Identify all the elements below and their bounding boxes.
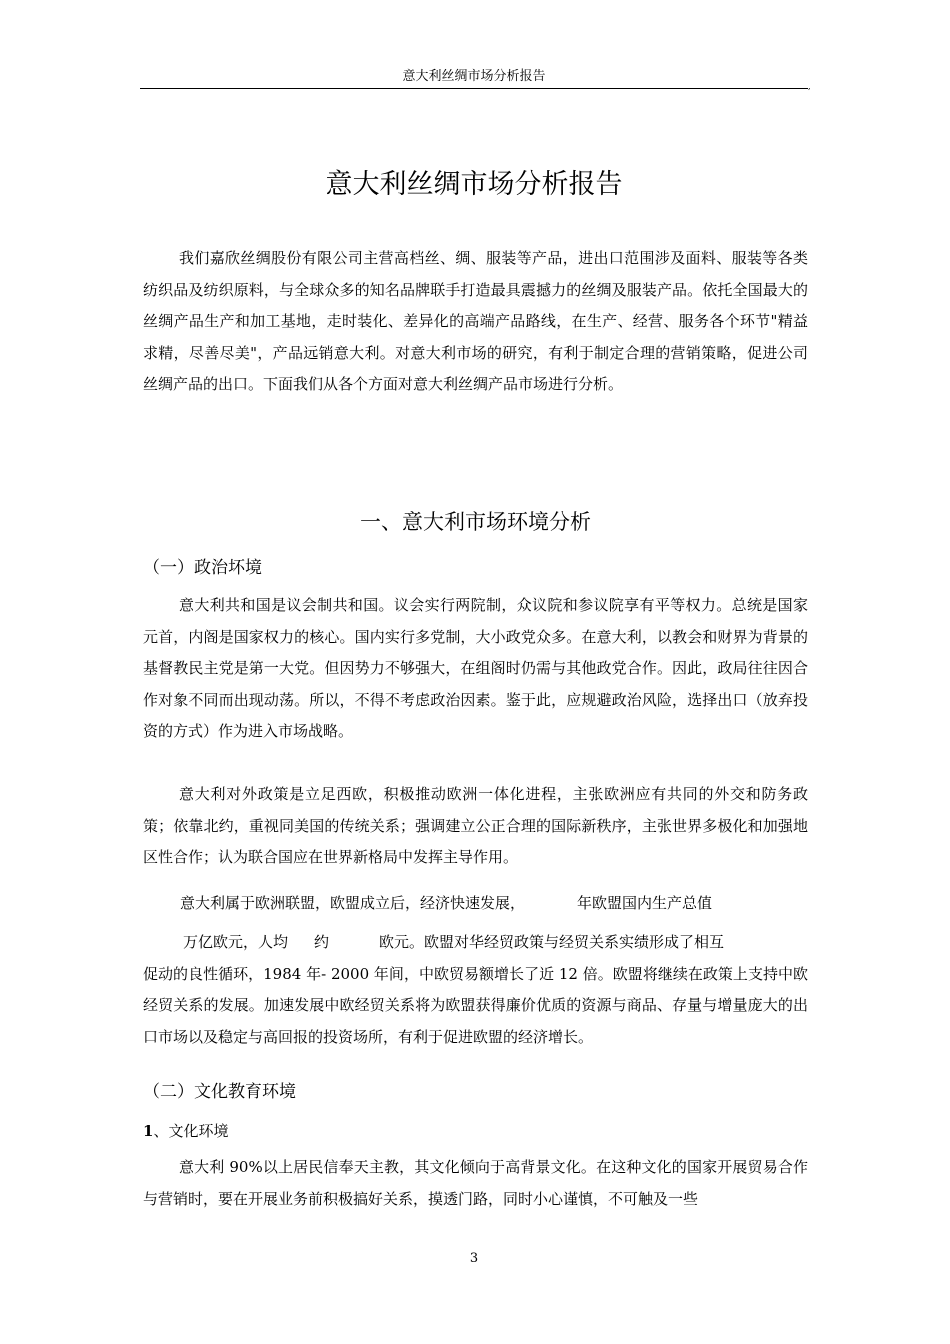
culture-subheading-number: 1 bbox=[143, 1122, 154, 1140]
p3-text-a: 意大利属于欧洲联盟，欧盟成立后，经济快速发展， bbox=[180, 894, 526, 912]
politics-paragraph-1: 意大利共和国是议会制共和国。议会实行两院制，众议院和参议院享有平等权力。总统是国家元首，内阁是国家权力的核心。国内实行多党制，大小政党众多。在意大利，以教会和财界为背景的基督教民主党是第一大党。但因势力不够强大，在组阁时仍需与其他政党合作。因此，政局往往因合作对象不同而出现动荡。所以，不得不考虑政治因素。鉴于此，应规避政治风险，选择出口（放弃投资的方式）作为进入市场战略。 bbox=[143, 596, 808, 740]
p3-lead-a: 万亿欧元，人均 bbox=[183, 933, 289, 951]
p3-rest: 促动的良性循环，1984 年- 2000 年间，中欧贸易额增长了近 12 倍。欧盟将继续在政策上支持中欧经贸关系的发展。加速发展中欧经贸关系将为欧盟获得廉价优质的资源与商品、存量与增量庞大的出口市场以及稳定与高回报的投资场所，有利于促进欧盟的经济增长。 bbox=[143, 964, 808, 1046]
culture-subheading bbox=[143, 1118, 228, 1144]
politics-paragraph-2: 意大利对外政策是立足西欧，积极推动欧洲一体化进程，主张欧洲应有共同的外交和防务政策；依靠北约，重视同美国的传统关系；强调建立公正合理的国际新秩序，主张世界多极化和加强地区性合作；认为联合国应在世界新格局中发挥主导作用。 bbox=[143, 785, 808, 866]
page-number: 3 bbox=[469, 1251, 479, 1266]
header-rule bbox=[140, 88, 808, 89]
culture-paragraph-1: 意大利 90%以上居民信奉天主教，其文化倾向于高背景文化。在这种文化的国家开展贸易合作与营销时，要在开展业务前积极搞好关系，摸透门路，同时小心谨慎，不可触及一些 bbox=[143, 1158, 808, 1208]
p3-lead-c: 欧元。欧盟对华经贸政策与经贸关系实绩形成了相互 bbox=[379, 933, 725, 951]
culture-subheading-label: 、文化环境 bbox=[153, 1122, 229, 1140]
politics-paragraph-3-first-line bbox=[180, 888, 808, 919]
document-title: 意大利丝绸市场分析报告 bbox=[325, 169, 623, 201]
intro-paragraph: 我们嘉欣丝绸股份有限公司主营高档丝、绸、服装等产品，进出口范围涉及面料、服装等各类纺织品及纺织原料，与全球众多的知名品牌联手打造最具震撼力的丝绸及服装产品。依托全国最大的丝绸产品生产和加工基地，走时装化、差异化的高端产品路线，在生产、经营、服务各个环节"精益求精，尽善尽美"，产品远销意大利。对意大利市场的研究，有利于制定合理的营销策略，促进公司丝绸产品的出口。下面我们从各个方面对意大利丝绸产品市场进行分析。 bbox=[143, 249, 808, 393]
section-heading: 一、意大利市场环境分析 bbox=[360, 510, 591, 534]
p3-lead-b: 约 bbox=[314, 933, 330, 951]
header-mark: , bbox=[808, 82, 811, 91]
politics-heading: （一）政治坏境 bbox=[143, 558, 262, 578]
culture-heading: （二）文化教育环境 bbox=[143, 1082, 296, 1102]
politics-paragraph-3-body bbox=[143, 927, 808, 1053]
running-header: 意大利丝绸市场分析报告 bbox=[402, 69, 546, 84]
p3-lead-line bbox=[143, 927, 808, 959]
p3-text-b: 年欧盟国内生产总值 bbox=[577, 894, 713, 912]
